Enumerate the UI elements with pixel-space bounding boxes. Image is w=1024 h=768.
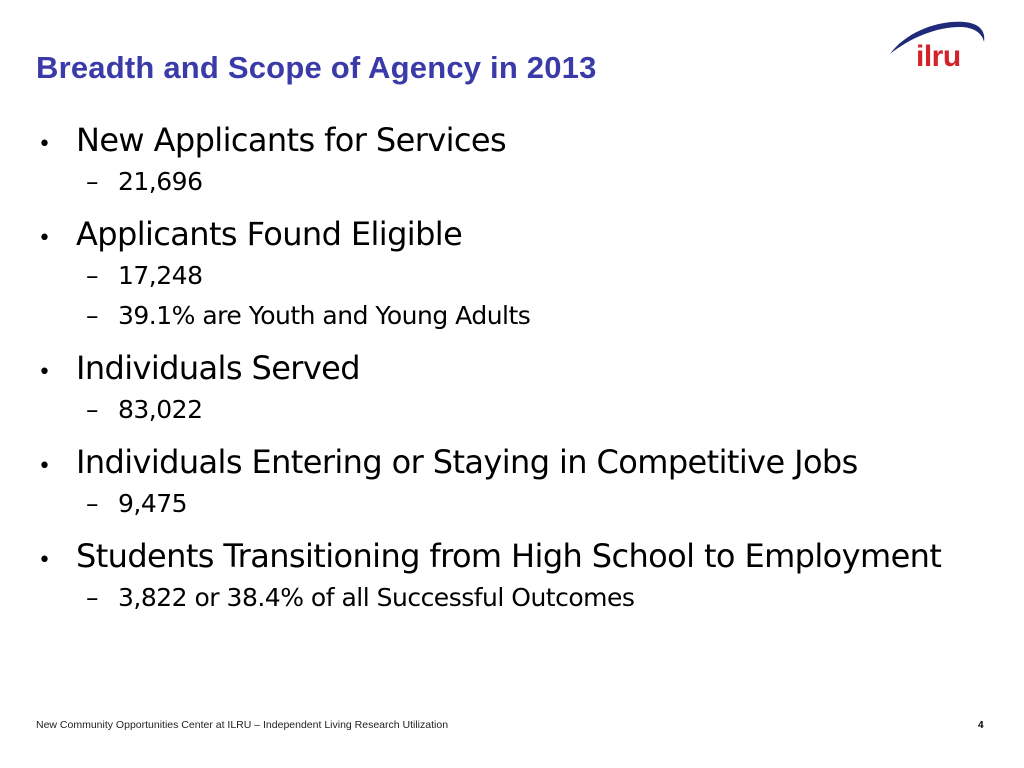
bullet-text: New Applicants for Services: [76, 121, 507, 159]
sub-bullet-dash: –: [86, 583, 98, 612]
page-number: 4: [978, 720, 984, 731]
sub-bullet-text: 83,022: [118, 395, 203, 424]
slide-title: Breadth and Scope of Agency in 2013: [36, 50, 597, 85]
bullet-group: [36, 118, 1006, 202]
sub-bullet-item: [36, 578, 1006, 618]
sub-bullet-dash: –: [86, 489, 98, 518]
bullet-dot: •: [38, 454, 51, 479]
bullet-text: Students Transitioning from High School to Employment: [76, 537, 942, 575]
sub-bullet-item: [36, 484, 1006, 524]
logo-text: ilru: [916, 40, 961, 73]
bullet-group: [36, 534, 1006, 618]
sub-bullet-dash: –: [86, 167, 98, 196]
bullet-text: Individuals Served: [76, 349, 360, 387]
bullet-item: [36, 346, 1006, 390]
sub-bullet-item: [36, 256, 1006, 296]
sub-bullet-text: 17,248: [118, 261, 203, 290]
bullet-item: [36, 440, 1006, 484]
ilru-logo: [886, 14, 990, 74]
bullet-dot: •: [38, 132, 51, 157]
sub-bullet-item: [36, 296, 1006, 336]
bullet-text: Applicants Found Eligible: [76, 215, 463, 253]
sub-bullet-dash: –: [86, 261, 98, 290]
bullet-group: [36, 212, 1006, 336]
bullet-group: [36, 346, 1006, 430]
bullet-dot: •: [38, 548, 51, 573]
sub-bullet-dash: –: [86, 395, 98, 424]
footer-text: New Community Opportunities Center at ILRU – Independent Living Research Utilization: [36, 719, 449, 731]
bullet-text: Individuals Entering or Staying in Competitive Jobs: [76, 443, 858, 481]
sub-bullet-text: 9,475: [118, 489, 188, 518]
bullet-dot: •: [38, 226, 51, 251]
sub-bullet-text: 39.1% are Youth and Young Adults: [118, 301, 531, 330]
bullet-dot: •: [38, 360, 51, 385]
sub-bullet-dash: –: [86, 301, 98, 330]
sub-bullet-text: 3,822 or 38.4% of all Successful Outcomes: [118, 583, 635, 612]
sub-bullet-item: [36, 390, 1006, 430]
bullet-list: [36, 118, 1006, 628]
bullet-item: [36, 534, 1006, 578]
sub-bullet-item: [36, 162, 1006, 202]
bullet-group: [36, 440, 1006, 524]
bullet-item: [36, 212, 1006, 256]
sub-bullet-text: 21,696: [118, 167, 203, 196]
bullet-item: [36, 118, 1006, 162]
